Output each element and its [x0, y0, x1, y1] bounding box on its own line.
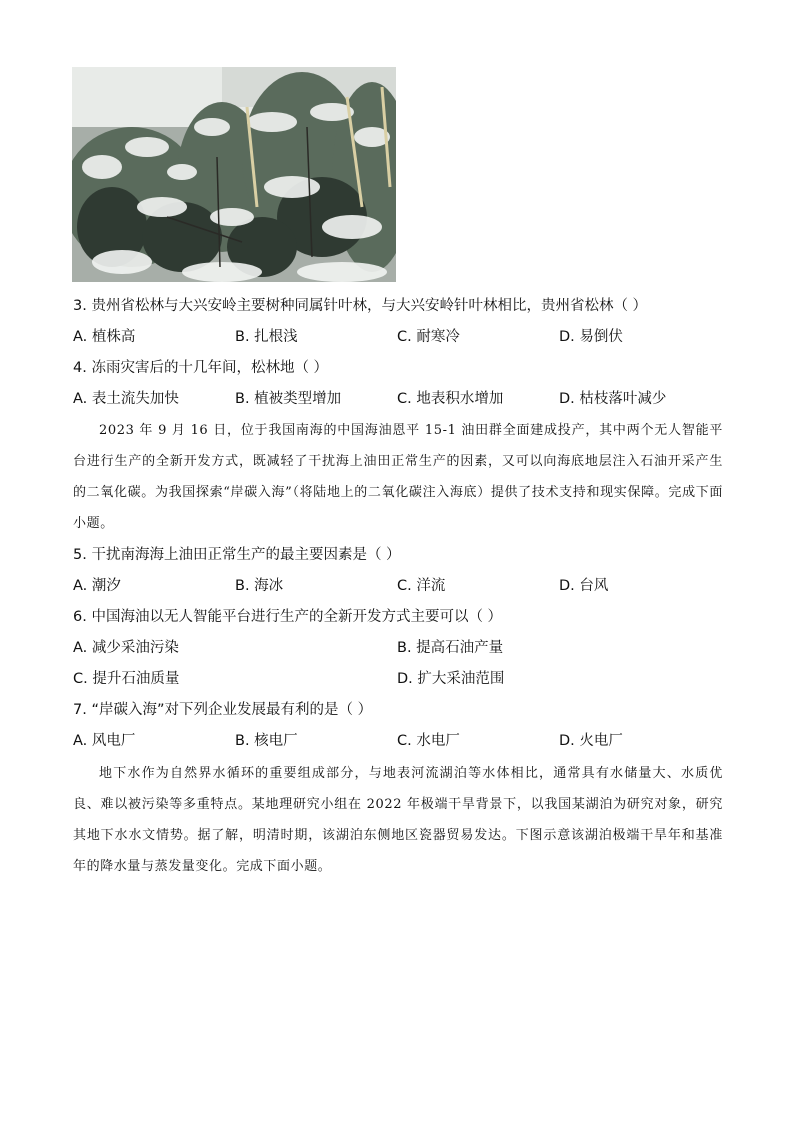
question-7-stem: 7. “岸碳入海”对下列企业发展最有利的是（ ） [73, 702, 373, 718]
q3-option-a[interactable]: A. 植株高 [73, 329, 136, 345]
q6-option-c[interactable]: C. 提升石油质量 [73, 671, 180, 687]
question-7-options [73, 731, 733, 751]
passage-groundwater-lake: 地下水作为自然界水循环的重要组成部分，与地表河流湖泊等水体相比，通常具有水储量大、水质优良、难以被污染等多重特点。某地理研究小组在 2022 年极端干旱背景下，以我国某湖泊为研究对象，研究其地下水水文情势。据了解，明清时期，该湖泊东侧地区瓷器贸易发达。下图示意该湖泊极端干旱年和基准年的降水量与蒸发量变化。完成下面小题。 [73, 766, 723, 874]
question-3-options [73, 327, 733, 347]
snow-pine-forest-photo [72, 67, 396, 282]
passage-offshore-oilfield: 2023 年 9 月 16 日，位于我国南海的中国海油恩平 15-1 油田群全面建成投产，其中两个无人智能平台进行生产的全新开发方式，既减轻了干扰海上油田正常生产的因素，又可以向海底地层注入石油开采产生的二氧化碳。为我国探索“岸碳入海”（将陆地上的二氧化碳注入海底）提供了技术支持和现实保障。完成下面小题。 [73, 423, 723, 531]
q4-option-d[interactable]: D. 枯枝落叶减少 [559, 391, 667, 407]
question-5-stem: 5. 干扰南海海上油田正常生产的最主要因素是（ ） [73, 547, 401, 563]
question-6-options-row1 [73, 638, 733, 658]
question-6-stem: 6. 中国海油以无人智能平台进行生产的全新开发方式主要可以（ ） [73, 609, 503, 625]
q7-option-b[interactable]: B. 核电厂 [235, 733, 298, 749]
q6-option-a[interactable]: A. 减少采油污染 [73, 640, 179, 656]
q5-option-d[interactable]: D. 台风 [559, 578, 609, 594]
question-6-options-row2 [73, 669, 733, 689]
q4-option-c[interactable]: C. 地表积水增加 [397, 391, 504, 407]
question-5-options [73, 576, 733, 596]
q7-option-d[interactable]: D. 火电厂 [559, 733, 623, 749]
question-4-stem: 4. 冻雨灾害后的十几年间，松林地（ ） [73, 360, 329, 376]
q6-option-d[interactable]: D. 扩大采油范围 [397, 671, 505, 687]
q7-option-a[interactable]: A. 风电厂 [73, 733, 136, 749]
q7-option-c[interactable]: C. 水电厂 [397, 733, 460, 749]
q4-option-b[interactable]: B. 植被类型增加 [235, 391, 342, 407]
q5-option-a[interactable]: A. 潮汐 [73, 578, 121, 594]
question-4-options [73, 389, 733, 409]
q4-option-a[interactable]: A. 表土流失加快 [73, 391, 179, 407]
question-3-stem: 3. 贵州省松林与大兴安岭主要树种同属针叶林，与大兴安岭针叶林相比，贵州省松林（ ） [73, 298, 648, 314]
q3-option-d[interactable]: D. 易倒伏 [559, 329, 623, 345]
q3-option-b[interactable]: B. 扎根浅 [235, 329, 298, 345]
q5-option-c[interactable]: C. 洋流 [397, 578, 446, 594]
q3-option-c[interactable]: C. 耐寒冷 [397, 329, 460, 345]
q6-option-b[interactable]: B. 提高石油产量 [397, 640, 504, 656]
q5-option-b[interactable]: B. 海冰 [235, 578, 284, 594]
